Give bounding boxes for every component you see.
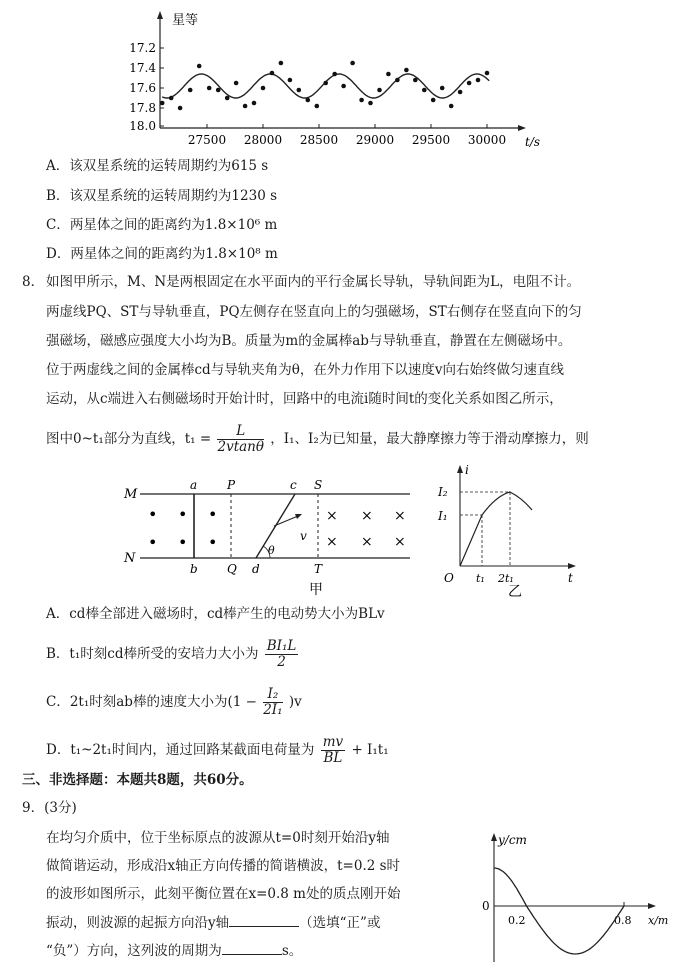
- q8-number: 8．: [22, 274, 45, 290]
- data-point: [386, 72, 391, 77]
- option-b-fraction: [265, 639, 299, 670]
- cross: ×: [394, 534, 406, 550]
- x-tick-label: 28000: [243, 133, 283, 147]
- label-p: P: [227, 478, 236, 492]
- label-t: T: [314, 562, 323, 576]
- label-i1: I₁: [438, 509, 448, 523]
- q9-line-4b: （选填“正”或: [299, 915, 381, 931]
- data-point: [225, 96, 230, 101]
- cross: ×: [361, 508, 373, 524]
- data-point: [288, 78, 293, 83]
- x-axis-label: x/m: [648, 914, 669, 927]
- q9-line-1: 在均匀介质中，位于坐标原点的波源从t=0时刻开始沿y轴: [46, 830, 390, 846]
- dot: •: [178, 505, 188, 524]
- option-c-fraction: [263, 687, 282, 718]
- label-theta: θ: [268, 544, 275, 557]
- fraction-denominator: 2: [277, 654, 286, 670]
- fit-curve: [162, 74, 489, 98]
- label-c: c: [290, 478, 297, 492]
- q9-line-2: 做简谐运动，形成沿x轴正方向传播的简谐横波，t=0.2 s时: [46, 858, 401, 874]
- label-q: Q: [227, 562, 237, 576]
- label-m: M: [124, 487, 138, 502]
- data-point: [485, 71, 490, 76]
- x-tick-0-8: 0.8: [614, 914, 632, 927]
- current-curve: [460, 492, 532, 566]
- data-point: [169, 96, 174, 101]
- label-n: N: [124, 551, 136, 566]
- data-point: [323, 81, 328, 86]
- label-d: d: [252, 562, 260, 576]
- q9-line-5b: s。: [281, 943, 303, 959]
- x-tick-label: 29000: [355, 133, 395, 147]
- data-point: [178, 106, 183, 111]
- y-tick-label: 17.2: [129, 41, 156, 55]
- x-tick-0-2: 0.2: [508, 914, 526, 927]
- data-point: [404, 68, 409, 73]
- dot: •: [208, 533, 218, 552]
- fraction-denominator: 2vtanθ: [217, 439, 264, 455]
- fraction-numerator: mv: [322, 734, 344, 750]
- q9-line-3: 的波形如图所示，此刻平衡位置在x=0.8 m处的质点刚开始: [46, 886, 401, 902]
- data-point: [431, 98, 436, 103]
- data-point: [197, 64, 202, 69]
- q8-line-1: 如图甲所示，M、N是两根固定在水平面内的平行金属长导轨，导轨间距为L，电阻不计。: [46, 274, 581, 290]
- y-axis-arrow: [491, 833, 497, 841]
- x-tick-label: 28500: [299, 133, 339, 147]
- data-point: [395, 78, 400, 83]
- data-point: [243, 104, 248, 109]
- field-dots: [148, 505, 217, 552]
- wave-curve: [494, 868, 624, 954]
- label-s: S: [314, 478, 323, 492]
- cross: ×: [361, 534, 373, 550]
- dot: •: [148, 533, 158, 552]
- data-point: [234, 81, 239, 86]
- y-axis-label: 星等: [172, 13, 199, 28]
- label-b: b: [190, 562, 198, 576]
- label-origin: O: [444, 571, 454, 585]
- data-point: [413, 78, 418, 83]
- answer-blank-period[interactable]: [222, 940, 282, 955]
- fraction-denominator: 2I₁: [263, 702, 283, 718]
- data-point: [332, 72, 337, 77]
- fraction-numerator: BI₁L: [266, 638, 297, 654]
- data-point: [306, 98, 311, 103]
- dot: •: [208, 505, 218, 524]
- y-tick-label: 17.6: [129, 81, 156, 95]
- data-point: [252, 101, 257, 106]
- label-i: i: [465, 463, 469, 477]
- q8-line-6b: ，I₁、I₂为已知量，最大静摩擦力等于滑动摩擦力，则: [270, 431, 589, 447]
- label-a: a: [190, 478, 198, 492]
- y-ticks: [129, 41, 164, 133]
- data-point: [315, 104, 320, 109]
- x-axis-arrow: [518, 125, 526, 131]
- data-point: [216, 88, 221, 93]
- x-axis-arrow: [648, 903, 656, 909]
- data-point: [297, 88, 302, 93]
- cross: ×: [326, 534, 338, 550]
- label-2t1: 2t₁: [498, 572, 514, 585]
- cross: ×: [326, 508, 338, 524]
- label-v: v: [300, 529, 307, 543]
- fraction-numerator: I₂: [263, 687, 282, 703]
- cross: ×: [394, 508, 406, 524]
- q8-line-4: 位于两虚线之间的金属棒cd与导轨夹角为θ，在外力作用下以速度v向右始终做匀速直线: [46, 362, 564, 378]
- data-point: [368, 101, 373, 106]
- q8-option-a: A．cd棒全部进入磁场时，cd棒产生的电动势大小为BLv: [46, 606, 385, 622]
- q8-line-2: 两虚线PQ、ST与导轨垂直，PQ左侧存在竖直向上的匀强磁场，ST右侧存在竖直向下的匀: [46, 304, 582, 320]
- q9-line-5a: “负”）方向，这列波的周期为: [46, 943, 222, 959]
- field-crosses: [326, 508, 406, 550]
- label-t: t: [568, 571, 573, 585]
- t-axis-arrow: [568, 563, 576, 569]
- q9-number: 9．(3分): [22, 800, 77, 816]
- data-point: [261, 86, 266, 91]
- fraction-numerator: L: [217, 424, 264, 440]
- option-d-fraction: [321, 735, 345, 766]
- q9-line-4: [46, 912, 380, 933]
- data-point: [476, 78, 481, 83]
- y-axis-label: y/cm: [498, 833, 527, 847]
- section-3-heading: 三、非选择题：本题共8题，共60分。: [22, 772, 253, 788]
- q7-option-c: C．两星体之间的距离约为1.8×10⁶ m: [46, 217, 278, 233]
- q8-option-c: [46, 682, 302, 722]
- x-axis-label: t/s: [525, 135, 541, 149]
- dot: •: [178, 533, 188, 552]
- data-point: [270, 71, 275, 76]
- q8-option-b: [46, 634, 300, 674]
- y-axis-arrow: [157, 11, 163, 19]
- q8-line-6a: 图中0~t₁部分为直线，t₁ =: [46, 431, 212, 447]
- label-i2: I₂: [438, 485, 448, 499]
- q7-option-d: D．两星体之间的距离约为1.8×10⁸ m: [46, 246, 278, 262]
- data-point: [279, 61, 284, 66]
- label-t1: t₁: [476, 572, 485, 585]
- q9-line-4a: 振动，则波源的起振方向沿y轴: [46, 915, 230, 931]
- velocity-arrow: [274, 516, 298, 526]
- i-axis-arrow: [457, 465, 463, 473]
- data-point: [440, 86, 445, 91]
- data-point: [359, 98, 364, 103]
- data-point: [422, 88, 427, 93]
- q8-option-d-post: + I₁t₁: [351, 742, 389, 758]
- q8-option-d: [46, 730, 389, 770]
- data-point: [207, 86, 212, 91]
- answer-blank-direction[interactable]: [229, 912, 299, 927]
- figure-jia: [118, 478, 418, 598]
- data-point: [160, 101, 165, 106]
- figure-yi: [430, 460, 590, 600]
- data-point: [188, 88, 193, 93]
- y-tick-label: 17.8: [129, 101, 156, 115]
- t1-fraction: [217, 424, 264, 455]
- data-point: [449, 104, 454, 109]
- figure-yi-caption: 乙: [508, 584, 522, 600]
- fraction-denominator: BL: [323, 750, 343, 766]
- rod-cd: [256, 494, 295, 558]
- origin-label: 0: [482, 899, 490, 913]
- data-point: [467, 81, 472, 86]
- x-tick-label: 29500: [411, 133, 451, 147]
- dot: •: [148, 505, 158, 524]
- figure-jia-caption: 甲: [309, 582, 323, 598]
- data-point: [341, 84, 346, 89]
- wave-figure: [478, 828, 688, 966]
- q8-option-d-text: D．t₁~2t₁时间内，通过回路某截面电荷量为: [46, 742, 315, 758]
- light-curve-chart: [115, 6, 555, 154]
- x-tick-label: 27500: [187, 133, 227, 147]
- q8-option-c-text: C．2t₁时刻ab棒的速度大小为(1 −: [46, 694, 257, 710]
- data-point: [377, 88, 382, 93]
- y-tick-label: 18.0: [129, 119, 156, 133]
- data-point: [458, 90, 463, 95]
- data-points: [160, 61, 489, 111]
- x-tick-label: 30000: [467, 133, 507, 147]
- q8-option-c-post: )v: [288, 694, 302, 710]
- q8-line-6: [46, 422, 589, 456]
- q9-line-5: [46, 940, 302, 961]
- q7-option-a: A．该双星系统的运转周期约为615 s: [46, 158, 269, 174]
- data-point: [350, 61, 355, 66]
- q8-line-3: 强磁场，磁感应强度大小均为B。质量为m的金属棒ab与导轨垂直，静置在左侧磁场中。: [46, 333, 572, 349]
- q8-line-5: 运动，从c端进入右侧磁场时开始计时，回路中的电流i随时间t的变化关系如图乙所示，: [46, 391, 563, 407]
- y-tick-label: 17.4: [129, 61, 156, 75]
- velocity-arrowhead: [295, 514, 302, 519]
- q7-option-b: B．该双星系统的运转周期约为1230 s: [46, 188, 277, 204]
- q8-option-b-text: B．t₁时刻cd棒所受的安培力大小为: [46, 646, 259, 662]
